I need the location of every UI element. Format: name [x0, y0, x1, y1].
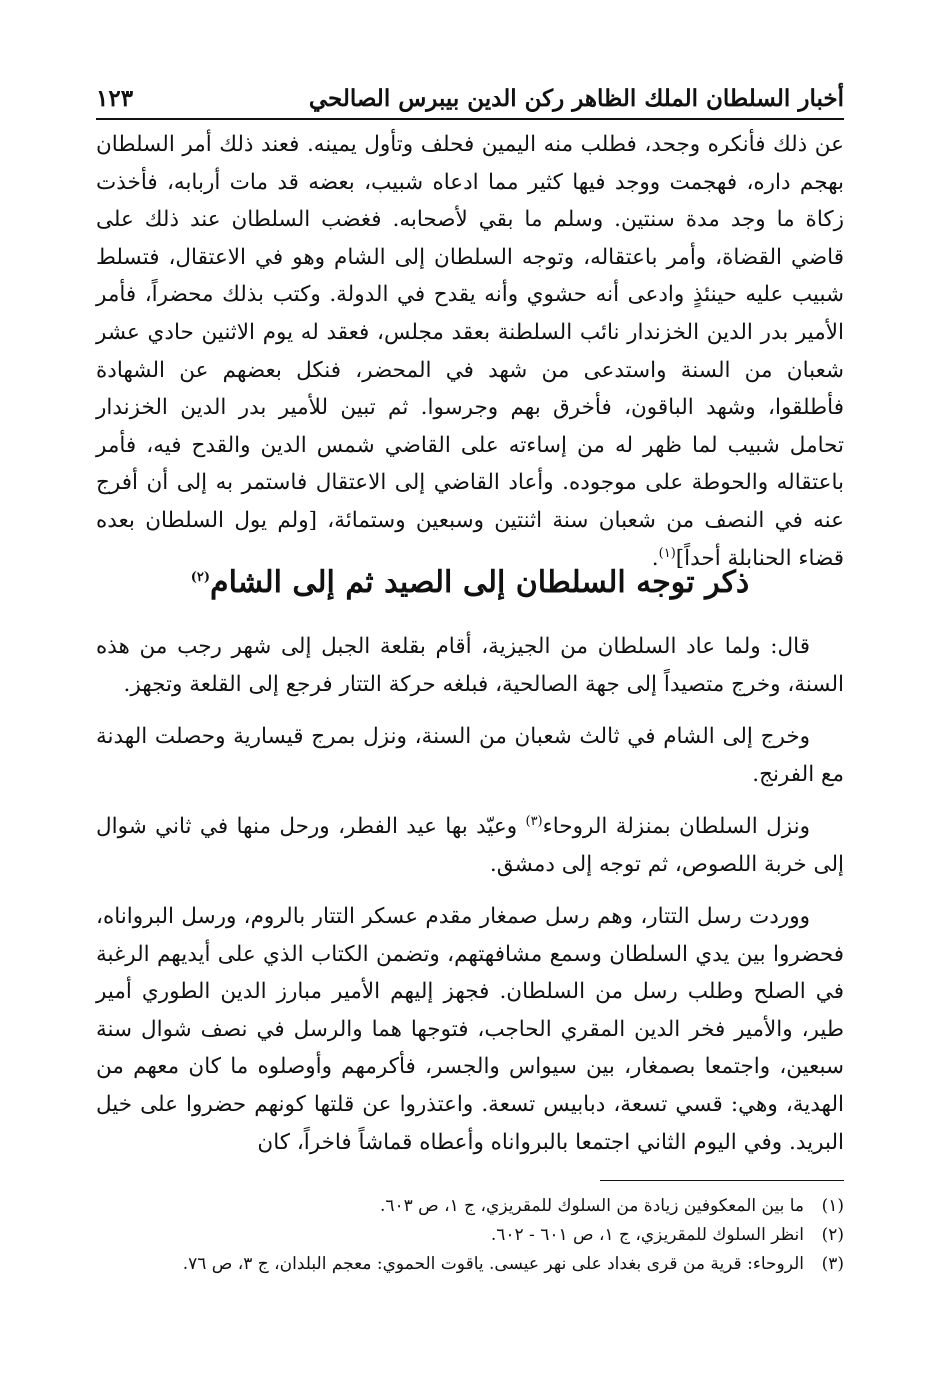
section-paragraph-4	[96, 898, 844, 1161]
footnote	[96, 1221, 844, 1250]
footnote-text: الروحاء: قرية من قرى بغداد على نهر عيسى. ياقوت الحموي: معجم البلدان، ج ٣، ص ٧٦.	[182, 1254, 804, 1274]
section-paragraph-1	[96, 628, 844, 703]
section-heading	[96, 565, 844, 600]
running-header	[96, 78, 844, 120]
footnote-ref-2: (٢)	[190, 570, 211, 585]
footnote-number: (١)	[821, 1196, 844, 1216]
footnote-ref-1: (١)	[658, 545, 676, 561]
intro-text: عن ذلك فأنكره وجحد، فطلب منه اليمين فحلف وتأول يمينه. فعند ذلك أمر السلطان بهجم داره، فهجمت ووجد فيها كثير مما ادعاه شبيب، بعضه قد مات أربابه، فأخذت زكاة ما وجد مدة سنتين. وسلم ما بقي لأصحابه. فغضب السلطان عند ذلك على قاضي القضاة، وأمر باعتقاله، وتوجه السلطان إلى الشام وهو في الاعتقال، فتسلط شبيب عليه حينئذٍ وادعى أنه حشوي وأنه يقدح في الدولة. وكتب بذلك محضراً، فأمر الأمير بدر الدين الخزندار نائب السلطنة بعقد مجلس، فعقد له يوم الاثنين حادي عشر شعبان من السنة واستدعى من شهد في المحضر، فنكل بعضهم عن الشهادة فأطلقوا، وشهد الباقون، فأخرق بهم وجرسوا. ثم تبين للأمير بدر الدين الخزندار تحامل شبيب لما ظهر له من إساءته على القاضي شمس الدين والقدح فيه، فأمر باعتقاله والحوطة على موجوده. وأعاد القاضي إلى الاعتقال فاستمر به إلى أن أفرج عنه في النصف من شعبان سنة اثنتين وسبعين وستمائة، [ولم يول السلطان بعده قضاء الحنابلة أحداً]	[96, 132, 844, 571]
footnote-text: انظر السلوك للمقريزي، ج ١، ص ٦٠١ - ٦٠٢.	[490, 1225, 804, 1245]
section-title-text: ذكر توجه السلطان إلى الصيد ثم إلى الشام	[210, 565, 750, 600]
paragraph-text: قال: ولما عاد السلطان من الجيزية، أقام بقلعة الجبل إلى شهر رجب من هذه السنة، وخرج متصيداً إلى جهة الصالحية، فبلغه حركة التتار فرجع إلى القلعة وتجهز.	[96, 634, 844, 697]
paragraph-text: وعيّد بها عيد الفطر، ورحل منها في ثاني شوال إلى خربة اللصوص، ثم توجه إلى دمشق.	[96, 814, 844, 877]
section-paragraph-2	[96, 718, 844, 793]
footnote	[96, 1192, 844, 1221]
page-number: ١٢٣	[96, 85, 134, 112]
header-title: أخبار السلطان الملك الظاهر ركن الدين بيبرس الصالحي	[308, 85, 844, 112]
footnote-number: (٢)	[821, 1225, 844, 1245]
footnote-text: ما بين المعكوفين زيادة من السلوك للمقريزي، ج ١، ص ٦٠٣.	[379, 1196, 804, 1216]
footnote-number: (٣)	[821, 1254, 844, 1274]
paragraph-text: ووردت رسل التتار، وهم رسل صمغار مقدم عسكر التتار بالروم، ورسل البرواناه، فحضروا بين يدي السلطان وسمع مشافهتهم، وتضمن الكتاب الذي على أيديهم الرغبة في الصلح وطلب رسل من السلطان. فجهز إليهم الأمير مبارز الدين الطوري أمير طير، والأمير فخر الدين المقري الحاجب، فتوجها هما والرسل في نصف شوال سنة سبعين، واجتمعا بصمغار، بين سيواس والجسر، فأكرمهم وأوصلوه ما كان معهم من الهدية، وهي: قسي تسعة، دبابيس تسعة. واعتذروا عن قلتها كونهم حضروا على خيل البريد. وفي اليوم الثاني اجتمعا بالبرواناه وأعطاه قماشاً فاخراً، كان	[96, 904, 844, 1155]
footnote-divider	[600, 1180, 844, 1181]
paragraph-text: وخرج إلى الشام في ثالث شعبان من السنة، ونزل بمرج قيسارية وحصلت الهدنة مع الفرنج.	[96, 724, 844, 787]
footnote	[96, 1250, 844, 1279]
paragraph-text: ونزل السلطان بمنزلة الروحاء	[542, 814, 810, 839]
footnotes	[96, 1192, 844, 1279]
footnote-ref-3: (٣)	[525, 813, 543, 829]
intro-tail: .	[651, 545, 659, 571]
section-paragraph-3	[96, 808, 844, 883]
intro-paragraph	[96, 126, 844, 577]
